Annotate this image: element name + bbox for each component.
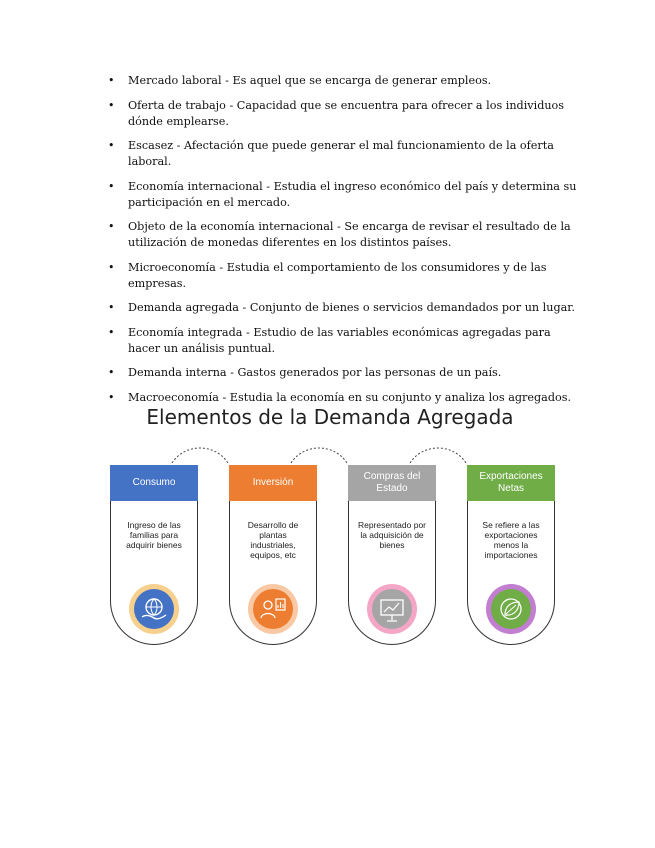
card-label: Consumo [132, 477, 176, 488]
definition: - Afectación que puede generar el mal funcionamiento de la oferta laboral. [128, 139, 554, 168]
definition: - Gastos generados por las personas de un país. [226, 366, 502, 379]
infographic-title: Elementos de la Demanda Agregada [146, 405, 514, 429]
definition: - Estudia el comportamiento de los consumidores y de las empresas. [128, 260, 547, 290]
list-item [108, 365, 578, 381]
list-item [108, 73, 578, 89]
demand-infographic [100, 405, 560, 655]
term: Demanda interna [128, 366, 227, 379]
term: Demanda agregada [128, 301, 239, 314]
list-item [108, 260, 578, 292]
definition: - Conjunto de bienes o servicios demandados por un lugar. [238, 301, 575, 314]
definition: - Es aquel que se encarga de generar empleos. [221, 74, 492, 87]
term: Mercado laboral [128, 74, 222, 87]
term: Oferta de trabajo [128, 98, 226, 112]
term: Macroeconomía [128, 390, 219, 404]
list-item [108, 98, 578, 130]
list-item [108, 179, 578, 211]
card-compras-estado [348, 460, 436, 645]
card-exportaciones-netas [467, 460, 555, 645]
list-item [108, 138, 578, 170]
card-description: Desarrollo de plantas industriales, equipos, etc [247, 520, 299, 560]
card-description: Se refiere a las exportaciones menos la importaciones [482, 520, 540, 560]
term: Escasez [128, 139, 174, 152]
term: Objeto de la economía internacional [128, 220, 334, 233]
definition: - Capacidad que se encuentra para ofrecer a los individuos dónde emplearse. [128, 98, 565, 128]
presentation-board-icon [364, 581, 420, 637]
card-inversion [229, 460, 317, 645]
globe-hand-icon [126, 581, 182, 637]
card-label: Inversión [252, 477, 294, 488]
card-header [110, 465, 198, 501]
card-consumo [110, 460, 198, 645]
definition: - Estudio de las variables económicas agregadas para hacer un análisis puntual. [128, 325, 551, 355]
leaf-globe-icon [483, 581, 539, 637]
investment-icon [245, 581, 301, 637]
term: Economía internacional [128, 179, 263, 193]
definition: - Se encarga de revisar el resultado de la utilización de monedas diferentes en los distintos países. [128, 220, 571, 249]
term: Microeconomía [128, 260, 216, 274]
card-label: Exportaciones Netas [479, 471, 543, 494]
card-label: Compras del Estado [363, 471, 421, 494]
list-item [108, 325, 578, 357]
term: Economía integrada [128, 325, 243, 339]
list-item [108, 390, 578, 406]
definition: - Estudia la economía en su conjunto y analiza los agregados. [218, 390, 572, 404]
list-item [108, 219, 578, 251]
card-header [467, 465, 555, 501]
card-description: Representado por la adquisición de bienes [357, 520, 427, 550]
card-description: Ingreso de las familias para adquirir bienes [126, 520, 182, 550]
definition: - Estudia el ingreso económico del país y determina su participación en el mercado. [128, 179, 577, 209]
card-header [229, 465, 317, 501]
list-item [108, 300, 578, 316]
card-header [348, 465, 436, 501]
definition-list [108, 73, 578, 414]
